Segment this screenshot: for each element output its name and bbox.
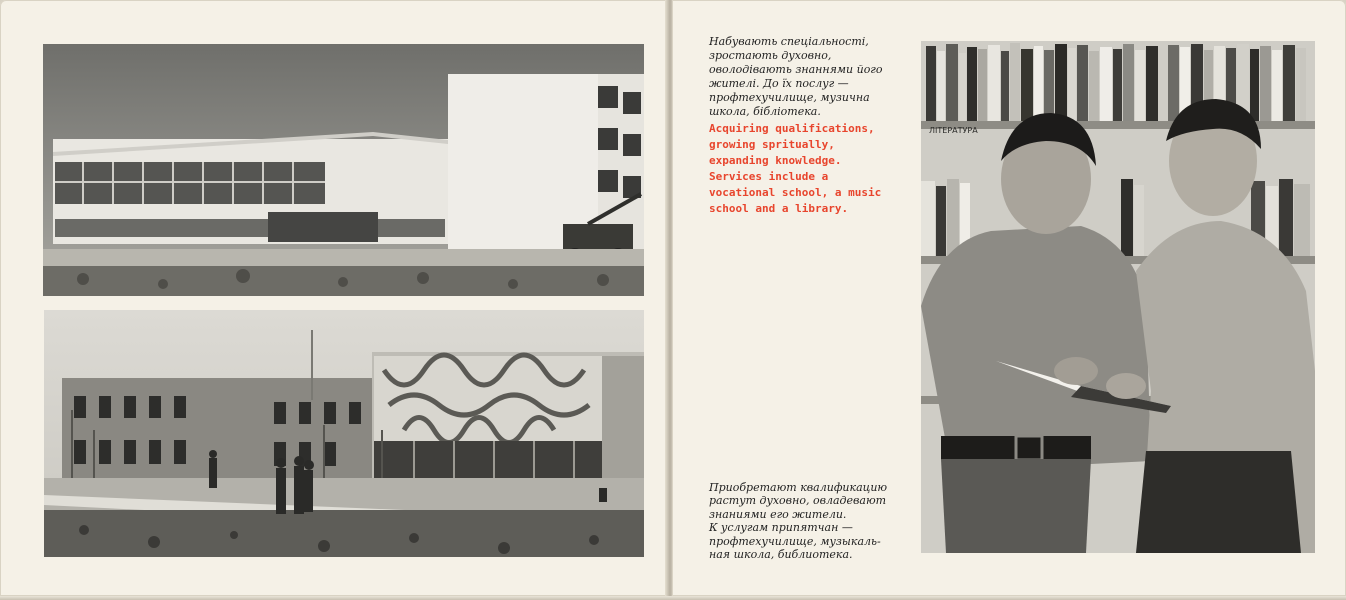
shelf-label: ЛІТЕРАТУРА [929,126,978,135]
vocational-school-photo [43,44,644,296]
building-photo-icon [43,44,644,296]
caption-ukrainian: Набувають спеціальності, зростають духовно, оволодівають знаннями його жителі. До їх послуг — профтехучилище, музична школа, бібліотека. [709,35,883,118]
caption-russian: Приобретают квалификацию растут духовно, овладевают знаниями его жители. К услугам припятчан — профтехучилище, музыкаль- ная школа, библиотека. [709,481,888,562]
music-school-photo [44,310,644,557]
left-page [0,0,668,596]
people-reading-photo-icon [921,41,1315,553]
page-edge [0,596,1346,600]
library-photo [921,41,1315,553]
building-photo-icon [44,310,644,557]
caption-english: Acquiring qualifications, growing spritually, expanding knowledge. Services include a vocational school, a music school and a library. [709,122,882,215]
